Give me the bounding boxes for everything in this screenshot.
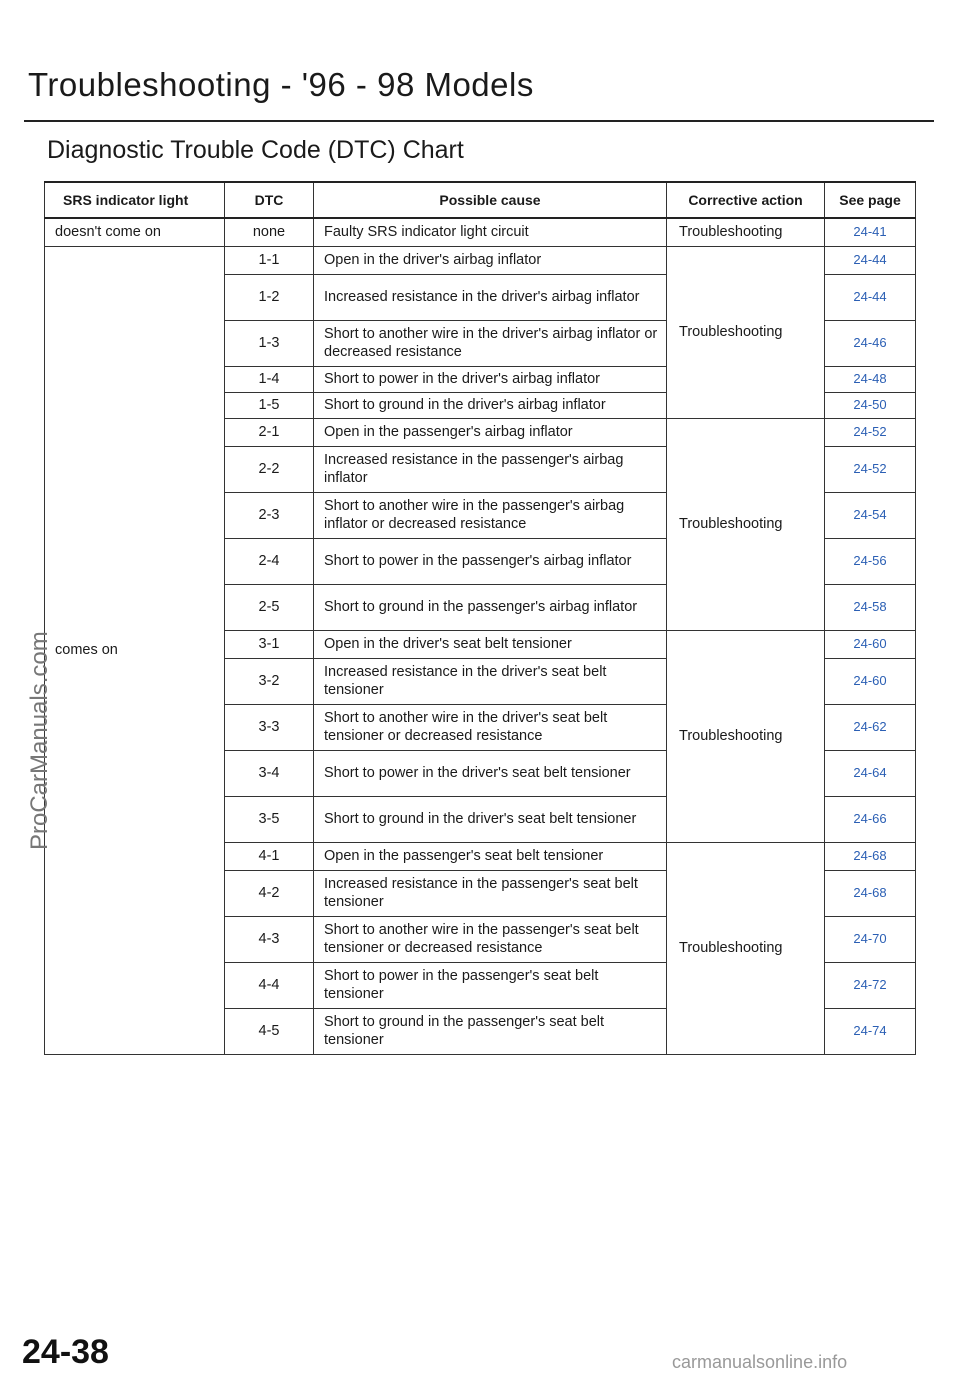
footer-site-watermark: carmanualsonline.info [672,1352,848,1372]
possible-cause: Short to power in the driver's airbag inflator [314,366,667,392]
dtc-chart-table [44,181,916,1055]
possible-cause: Open in the driver's airbag inflator [314,246,667,274]
see-page-ref: 24-44 [825,274,916,320]
see-page-ref: 24-66 [825,796,916,842]
possible-cause: Increased resistance in the driver's seat belt tensioner [314,658,667,704]
see-page-ref: 24-50 [825,392,916,418]
dtc-code: 3-2 [225,658,314,704]
see-page-ref: 24-52 [825,446,916,492]
table-row [45,218,916,246]
see-page-ref: 24-46 [825,320,916,366]
possible-cause: Short to ground in the passenger's airbag inflator [314,584,667,630]
possible-cause: Short to another wire in the driver's airbag inflator or decreased resistance [314,320,667,366]
see-page-ref: 24-74 [825,1008,916,1054]
possible-cause: Short to ground in the driver's airbag inflator [314,392,667,418]
possible-cause: Open in the passenger's seat belt tensioner [314,842,667,870]
see-page-ref: 24-62 [825,704,916,750]
see-page-ref: 24-60 [825,630,916,658]
dtc-code: 3-1 [225,630,314,658]
dtc-code: 1-1 [225,246,314,274]
see-page-ref: 24-41 [825,218,916,246]
see-page-ref: 24-58 [825,584,916,630]
possible-cause: Open in the driver's seat belt tensioner [314,630,667,658]
dtc-code: 2-2 [225,446,314,492]
title-rule [24,120,934,122]
see-page-ref: 24-68 [825,842,916,870]
table-row [45,246,916,274]
header-possible-cause: Possible cause [314,182,667,218]
corrective-action: Troubleshooting [667,842,825,1054]
possible-cause: Short to another wire in the passenger's seat belt tensioner or decreased resistance [314,916,667,962]
page-title: Troubleshooting - '96 - 98 Models [28,66,534,103]
header-corrective-action: Corrective action [667,182,825,218]
dtc-code: 4-3 [225,916,314,962]
dtc-code: 4-1 [225,842,314,870]
dtc-code: 1-3 [225,320,314,366]
page-number: 24-38 [22,1333,109,1371]
possible-cause: Short to power in the passenger's seat belt tensioner [314,962,667,1008]
possible-cause: Short to power in the passenger's airbag inflator [314,538,667,584]
see-page-ref: 24-64 [825,750,916,796]
dtc-code: none [225,218,314,246]
srs-light-state: doesn't come on [45,218,225,246]
possible-cause: Short to ground in the driver's seat belt tensioner [314,796,667,842]
table-header-row [45,182,916,218]
possible-cause: Increased resistance in the passenger's airbag inflator [314,446,667,492]
see-page-ref: 24-44 [825,246,916,274]
see-page-ref: 24-54 [825,492,916,538]
dtc-code: 1-2 [225,274,314,320]
dtc-code: 2-5 [225,584,314,630]
see-page-ref: 24-52 [825,418,916,446]
watermark: ProCarManuals.com [26,631,53,850]
dtc-code: 4-5 [225,1008,314,1054]
header-dtc: DTC [225,182,314,218]
dtc-code: 1-5 [225,392,314,418]
srs-light-state: comes on [45,246,225,1054]
corrective-action: Troubleshooting [667,418,825,630]
header-see-page: See page [825,182,916,218]
dtc-code: 2-1 [225,418,314,446]
see-page-ref: 24-68 [825,870,916,916]
possible-cause: Short to ground in the passenger's seat belt tensioner [314,1008,667,1054]
corrective-action: Troubleshooting [667,630,825,842]
see-page-ref: 24-56 [825,538,916,584]
possible-cause: Faulty SRS indicator light circuit [314,218,667,246]
dtc-code: 1-4 [225,366,314,392]
possible-cause: Increased resistance in the driver's airbag inflator [314,274,667,320]
possible-cause: Short to power in the driver's seat belt tensioner [314,750,667,796]
dtc-code: 4-2 [225,870,314,916]
dtc-code: 3-5 [225,796,314,842]
see-page-ref: 24-72 [825,962,916,1008]
corrective-action: Troubleshooting [667,246,825,418]
dtc-code: 4-4 [225,962,314,1008]
chart-title: Diagnostic Trouble Code (DTC) Chart [47,136,464,164]
possible-cause: Increased resistance in the passenger's seat belt tensioner [314,870,667,916]
see-page-ref: 24-60 [825,658,916,704]
possible-cause: Short to another wire in the passenger's airbag inflator or decreased resistance [314,492,667,538]
see-page-ref: 24-70 [825,916,916,962]
table-body [45,218,916,1054]
header-srs-indicator-light: SRS indicator light [45,182,225,218]
corrective-action: Troubleshooting [667,218,825,246]
possible-cause: Short to another wire in the driver's seat belt tensioner or decreased resistance [314,704,667,750]
possible-cause: Open in the passenger's airbag inflator [314,418,667,446]
see-page-ref: 24-48 [825,366,916,392]
dtc-code: 3-3 [225,704,314,750]
dtc-code: 2-4 [225,538,314,584]
dtc-code: 3-4 [225,750,314,796]
dtc-code: 2-3 [225,492,314,538]
